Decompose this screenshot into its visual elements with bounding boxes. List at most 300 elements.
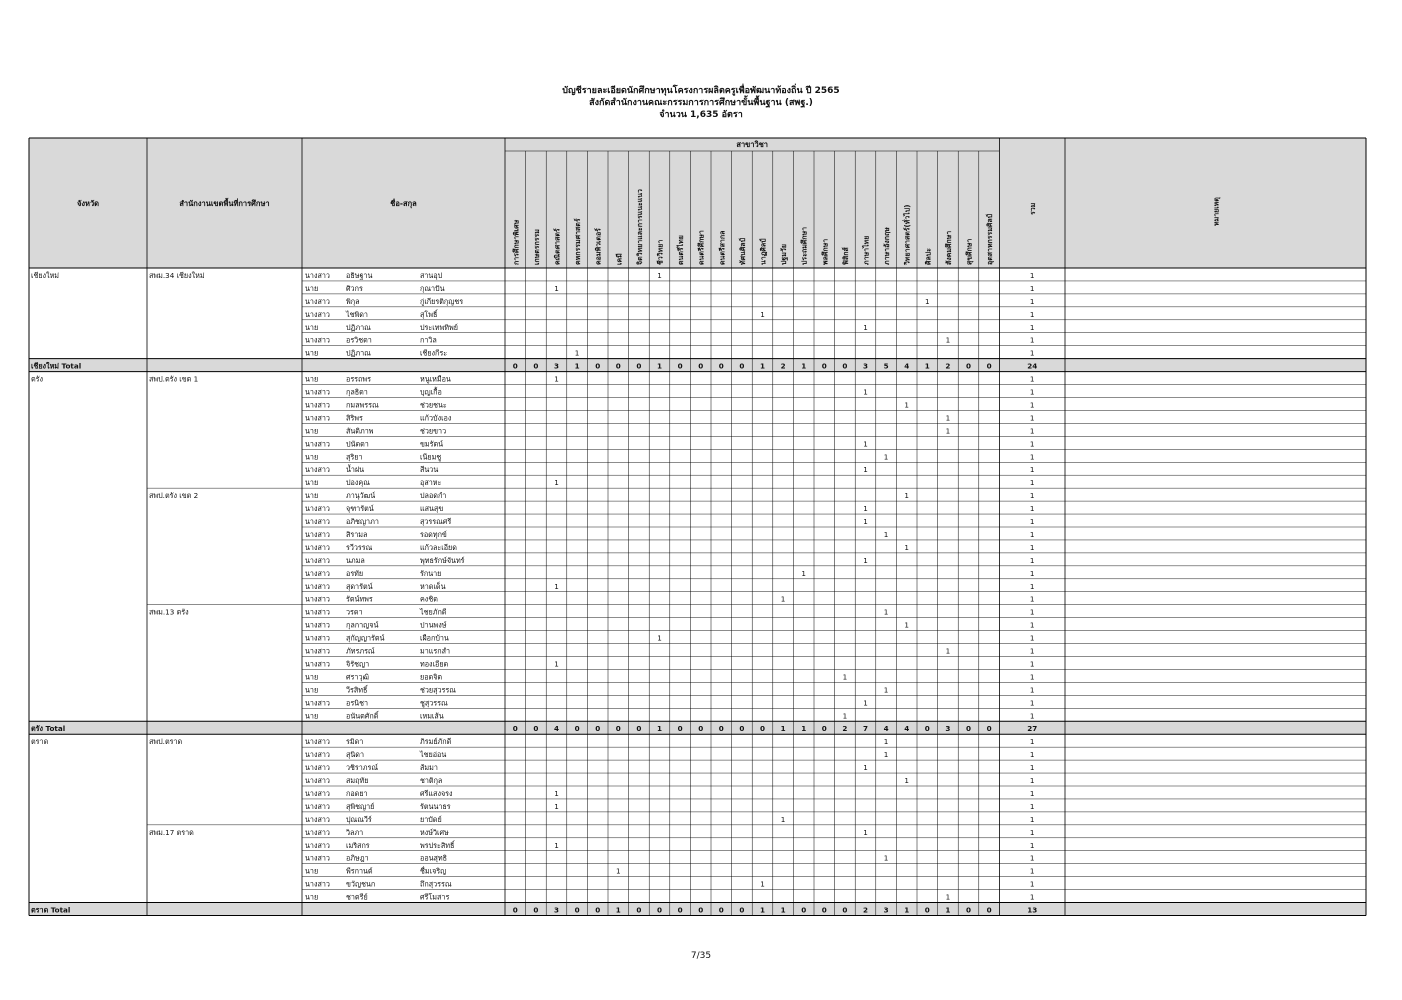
- total-count-cell: 0: [636, 724, 642, 734]
- subject-count-cell: 1: [554, 801, 559, 811]
- name-prefix-cell: นางสาว: [305, 296, 330, 306]
- total-count-cell: 3: [883, 905, 889, 915]
- row-total-cell: 1: [1029, 478, 1035, 488]
- last-name-cell: ช่วยชนะ: [420, 400, 447, 410]
- subject-count-cell: 1: [780, 814, 786, 824]
- row-total-cell: 1: [1029, 413, 1035, 423]
- row-total-cell: 1: [1029, 555, 1035, 565]
- subject-count-cell: 1: [904, 776, 909, 785]
- last-name-cell: ช่วยขาว: [420, 426, 447, 436]
- last-name-cell: ศรีแสงจรง: [420, 788, 453, 798]
- first-name-cell: น้ำฝน: [346, 465, 365, 475]
- document-quota: จำนวน 1,635 อัตรา: [659, 110, 743, 120]
- subject-count-cell: 1: [945, 646, 951, 656]
- first-name-cell: อธิษฐาน: [346, 270, 373, 280]
- total-count-cell: 0: [739, 361, 745, 371]
- total-count-cell: 0: [718, 905, 724, 915]
- name-prefix-cell: นางสาว: [305, 814, 330, 824]
- total-count-cell: 1: [759, 905, 766, 915]
- first-name-cell: ชาตรีย์: [346, 892, 368, 902]
- first-name-cell: อรทัย: [346, 568, 364, 578]
- subject-header-5: เคมี: [615, 253, 624, 265]
- row-total-cell: 1: [1029, 737, 1035, 747]
- office-cell: สพป.ตรัง เขต 1: [149, 374, 199, 384]
- row-total-cell: 1: [1029, 400, 1035, 410]
- subject-count-cell: 1: [780, 594, 786, 604]
- first-name-cell: พีรกานต์: [346, 866, 373, 876]
- total-count-cell: 3: [553, 905, 560, 915]
- last-name-cell: ถึกสุวรรณ: [420, 879, 452, 889]
- name-prefix-cell: นางสาว: [305, 633, 330, 643]
- name-prefix-cell: นางสาว: [305, 620, 330, 630]
- name-prefix-cell: นาย: [305, 491, 319, 501]
- col-header-office: สำนักงานเขตพื้นที่การศึกษา: [179, 199, 270, 208]
- subject-count-cell: 1: [863, 387, 868, 397]
- total-count-cell: 3: [553, 361, 560, 371]
- last-name-cell: แก้วละเอียด: [420, 542, 457, 552]
- name-prefix-cell: นางสาว: [305, 335, 330, 345]
- first-name-cell: วชิราภรณ์: [346, 763, 379, 773]
- total-count-cell: 0: [842, 361, 848, 371]
- last-name-cell: สุโพธิ์: [420, 309, 438, 319]
- first-name-cell: นภมล: [346, 555, 365, 565]
- row-total-cell: 1: [1029, 529, 1035, 539]
- col-header-province: จังหวัด: [76, 199, 100, 208]
- total-sum-cell: 24: [1027, 361, 1038, 371]
- total-count-cell: 0: [656, 905, 663, 915]
- last-name-cell: หนูเหมือน: [420, 374, 451, 384]
- subject-count-cell: 1: [904, 491, 909, 501]
- first-name-cell: ศิวกร: [346, 283, 363, 293]
- name-prefix-cell: นางสาว: [305, 853, 330, 863]
- total-sum-cell: 27: [1027, 724, 1038, 734]
- last-name-cell: ทองเอียด: [420, 659, 449, 669]
- total-count-cell: 2: [780, 361, 786, 371]
- first-name-cell: ปนัดดา: [346, 439, 369, 449]
- last-name-cell: ปานพงษ์: [420, 620, 447, 630]
- subject-count-cell: 1: [574, 348, 580, 358]
- first-name-cell: สมฤทัย: [346, 776, 369, 785]
- total-count-cell: 0: [595, 361, 601, 371]
- row-total-cell: 1: [1029, 309, 1035, 319]
- row-total-cell: 1: [1029, 348, 1035, 358]
- row-total-cell: 1: [1029, 335, 1035, 345]
- subject-header-1: เกษตรกรรม: [532, 229, 541, 265]
- last-name-cell: รอดทุกข์: [420, 529, 447, 539]
- subject-count-cell: 1: [801, 568, 806, 578]
- subject-count-cell: 1: [904, 400, 909, 410]
- row-total-cell: 1: [1029, 879, 1035, 889]
- last-name-cell: ปลอดกำ: [420, 491, 447, 501]
- total-count-cell: 0: [615, 724, 621, 734]
- first-name-cell: สุริยา: [346, 452, 363, 462]
- subject-header-13: ปฐมวัย: [780, 244, 789, 265]
- document-subtitle: สังกัดสำนักงานคณะกรรมการการศึกษาขั้นพื้นฐาน (สพฐ.): [589, 98, 813, 108]
- row-total-cell: 1: [1029, 672, 1035, 682]
- row-total-cell: 1: [1029, 853, 1035, 863]
- subject-count-cell: 1: [883, 750, 889, 760]
- row-total-cell: 1: [1029, 801, 1035, 811]
- subject-count-cell: 1: [945, 892, 951, 902]
- row-total-cell: 1: [1029, 866, 1035, 876]
- total-count-cell: 1: [574, 361, 580, 371]
- total-count-cell: 0: [574, 905, 580, 915]
- subject-count-cell: 1: [554, 374, 559, 384]
- row-total-cell: 1: [1029, 322, 1035, 332]
- last-name-cell: คงชิด: [420, 594, 438, 604]
- first-name-cell: อรวิชดา: [346, 335, 372, 345]
- total-count-cell: 0: [965, 361, 972, 371]
- name-prefix-cell: นาย: [305, 452, 319, 462]
- first-name-cell: จิรัชญา: [346, 659, 370, 669]
- office-cell: สพม.17 ตราด: [149, 827, 194, 837]
- name-prefix-cell: นางสาว: [305, 763, 330, 773]
- last-name-cell: ช่วยสุวรรณ: [420, 685, 456, 695]
- subject-count-cell: 1: [657, 633, 662, 643]
- total-count-cell: 0: [801, 905, 807, 915]
- first-name-cell: กุลธิดา: [346, 387, 368, 397]
- name-prefix-cell: นางสาว: [305, 840, 330, 850]
- total-count-cell: 0: [821, 724, 827, 734]
- total-count-cell: 0: [595, 724, 601, 734]
- last-name-cell: ยาบัดย์: [420, 814, 442, 824]
- col-header-remark: หมายเหตุ: [1212, 197, 1221, 226]
- name-prefix-cell: นางสาว: [305, 387, 330, 397]
- page-number: 7/35: [690, 951, 712, 961]
- total-count-cell: 0: [759, 724, 766, 734]
- office-cell: สพม.13 ตรัง: [149, 607, 189, 617]
- last-name-cell: ศรีโมสาร: [420, 892, 450, 902]
- name-prefix-cell: นางสาว: [305, 698, 330, 708]
- name-prefix-cell: นางสาว: [305, 801, 330, 811]
- name-prefix-cell: นางสาว: [305, 413, 330, 423]
- subject-count-cell: 1: [760, 879, 765, 889]
- row-total-cell: 1: [1029, 607, 1035, 617]
- subject-count-cell: 1: [883, 452, 889, 462]
- office-cell: สพม.34 เชียงใหม่: [149, 270, 205, 280]
- last-name-cell: กาวิล: [420, 335, 437, 345]
- row-total-cell: 1: [1029, 776, 1035, 785]
- name-prefix-cell: นาย: [305, 685, 319, 695]
- name-prefix-cell: นาย: [305, 322, 319, 332]
- last-name-cell: ส้มมา: [420, 763, 438, 773]
- row-total-cell: 1: [1029, 827, 1035, 837]
- first-name-cell: ปุณณวีร์: [346, 814, 372, 824]
- total-row-label: เชียงใหม่ Total: [31, 361, 82, 371]
- name-prefix-cell: นาย: [305, 283, 319, 293]
- subject-header-17: ภาษาไทย: [862, 235, 871, 265]
- total-count-cell: 4: [553, 724, 560, 734]
- row-total-cell: 1: [1029, 452, 1035, 462]
- total-count-cell: 4: [904, 361, 910, 371]
- row-total-cell: 1: [1029, 374, 1035, 384]
- total-count-cell: 0: [924, 724, 930, 734]
- total-count-cell: 0: [821, 361, 827, 371]
- subject-count-cell: 1: [863, 504, 868, 514]
- first-name-cell: ภานุวัฒน์: [346, 491, 376, 501]
- row-total-cell: 1: [1029, 491, 1035, 501]
- name-prefix-cell: นางสาว: [305, 309, 330, 319]
- last-name-cell: รัตนนาธร: [420, 801, 451, 811]
- name-prefix-cell: นางสาว: [305, 776, 330, 785]
- subject-count-cell: 1: [863, 517, 868, 526]
- subject-count-cell: 1: [883, 853, 889, 863]
- row-total-cell: 1: [1029, 296, 1035, 306]
- total-count-cell: 0: [636, 905, 642, 915]
- last-name-cell: ยอดจิต: [420, 672, 443, 682]
- last-name-cell: อุสาหะ: [420, 478, 442, 488]
- subject-header-18: ภาษาอังกฤษ: [883, 227, 892, 265]
- row-total-cell: 1: [1029, 814, 1035, 824]
- name-prefix-cell: นางสาว: [305, 737, 330, 747]
- first-name-cell: สุดารัตน์: [346, 581, 373, 591]
- total-count-cell: 0: [965, 905, 972, 915]
- name-prefix-cell: นางสาว: [305, 517, 330, 526]
- row-total-cell: 1: [1029, 633, 1035, 643]
- row-total-cell: 1: [1029, 788, 1035, 798]
- subject-header-7: ชีววิทยา: [656, 239, 665, 265]
- subject-count-cell: 1: [554, 840, 559, 850]
- subject-count-cell: 1: [904, 620, 909, 630]
- last-name-cell: สุวรรณศรี: [420, 517, 452, 526]
- total-count-cell: 0: [512, 905, 518, 915]
- province-cell: เชียงใหม่: [31, 270, 60, 280]
- row-total-cell: 1: [1029, 698, 1035, 708]
- total-count-cell: 1: [656, 724, 663, 734]
- last-name-cell: สานอุป: [420, 270, 443, 280]
- name-prefix-cell: นาย: [305, 711, 319, 721]
- last-name-cell: กู่เกียรติกุญชร: [420, 296, 464, 306]
- first-name-cell: รวีวรรณ: [346, 542, 373, 552]
- first-name-cell: กอดยา: [346, 788, 368, 798]
- first-name-cell: วีรสิทธิ์: [346, 685, 368, 695]
- last-name-cell: หงษ์วิเศษ: [420, 827, 449, 837]
- name-prefix-cell: นางสาว: [305, 400, 330, 410]
- first-name-cell: สิรามล: [346, 529, 368, 539]
- last-name-cell: ชูสุวรรณ: [420, 698, 448, 708]
- row-total-cell: 1: [1029, 504, 1035, 514]
- name-prefix-cell: นางสาว: [305, 529, 330, 539]
- first-name-cell: วิลภา: [346, 827, 364, 837]
- name-prefix-cell: นาย: [305, 478, 319, 488]
- total-count-cell: 0: [698, 724, 704, 734]
- row-total-cell: 1: [1029, 439, 1035, 449]
- last-name-cell: กุณาปัน: [420, 283, 445, 293]
- subject-count-cell: 1: [554, 581, 559, 591]
- first-name-cell: สุพิชญาย์: [346, 801, 375, 811]
- row-total-cell: 1: [1029, 711, 1035, 721]
- last-name-cell: หาดเด็น: [420, 581, 446, 591]
- row-total-cell: 1: [1029, 659, 1035, 669]
- first-name-cell: สันติภาพ: [346, 426, 374, 436]
- total-count-cell: 0: [739, 724, 745, 734]
- subject-count-cell: 1: [554, 659, 559, 669]
- subject-count-cell: 1: [657, 270, 662, 280]
- row-total-cell: 1: [1029, 283, 1035, 293]
- subject-header-19: วิทยาศาสตร์(ทั่วไป): [903, 204, 912, 265]
- total-count-cell: 0: [842, 905, 848, 915]
- total-count-cell: 0: [595, 905, 601, 915]
- province-cell: ตรัง: [31, 374, 44, 384]
- name-prefix-cell: นางสาว: [305, 465, 330, 475]
- first-name-cell: วรดา: [346, 607, 363, 617]
- name-prefix-cell: นางสาว: [305, 646, 330, 656]
- total-count-cell: 0: [698, 361, 704, 371]
- subject-count-cell: 1: [863, 698, 868, 708]
- province-cell: ตราด: [31, 737, 49, 747]
- name-prefix-cell: นาย: [305, 672, 319, 682]
- last-name-cell: พรประสิทธิ์: [420, 840, 455, 850]
- total-count-cell: 1: [904, 905, 910, 915]
- row-total-cell: 1: [1029, 517, 1035, 526]
- subject-header-10: ดนตรีสากล: [718, 230, 727, 265]
- name-prefix-cell: นางสาว: [305, 788, 330, 798]
- first-name-cell: ขวัญชนก: [346, 879, 376, 889]
- last-name-cell: ไชยอ่อน: [420, 750, 447, 760]
- first-name-cell: อภิษฎา: [346, 853, 369, 863]
- name-prefix-cell: นาย: [305, 892, 319, 902]
- first-name-cell: สิริพร: [346, 413, 363, 423]
- total-count-cell: 1: [801, 724, 807, 734]
- row-total-cell: 1: [1029, 594, 1035, 604]
- subject-count-cell: 1: [863, 827, 868, 837]
- total-count-cell: 1: [780, 724, 786, 734]
- last-name-cell: ชื่มเจริญ: [420, 866, 447, 876]
- total-count-cell: 0: [533, 905, 539, 915]
- subject-count-cell: 1: [554, 788, 559, 798]
- first-name-cell: รัตน์ทพร: [346, 594, 373, 604]
- subject-count-cell: 1: [945, 413, 951, 423]
- total-count-cell: 5: [883, 361, 889, 371]
- row-total-cell: 1: [1029, 426, 1035, 436]
- subject-count-cell: 1: [863, 439, 868, 449]
- first-name-cell: ไชพิดา: [346, 309, 368, 319]
- row-total-cell: 1: [1029, 892, 1035, 902]
- last-name-cell: เนียมชู: [420, 452, 442, 462]
- first-name-cell: กุลกาญจน์: [346, 620, 379, 630]
- subject-header-0: การศึกษาพิเศษ: [512, 219, 521, 265]
- total-count-cell: 0: [677, 724, 683, 734]
- total-sum-cell: 13: [1027, 905, 1038, 915]
- total-count-cell: 4: [883, 724, 889, 734]
- subject-header-8: ดนตรีไทย: [677, 235, 686, 265]
- total-count-cell: 0: [533, 724, 539, 734]
- first-name-cell: รมิดา: [346, 737, 364, 747]
- name-prefix-cell: นาย: [305, 348, 319, 358]
- total-count-cell: 4: [904, 724, 910, 734]
- total-count-cell: 1: [801, 361, 807, 371]
- subject-header-9: ดนตรีศึกษา: [697, 230, 706, 265]
- name-prefix-cell: นางสาว: [305, 504, 330, 514]
- total-count-cell: 2: [945, 361, 951, 371]
- first-name-cell: สุกัญญารัตน์: [346, 633, 385, 643]
- subject-count-cell: 1: [863, 555, 868, 565]
- last-name-cell: ประเทพทิพย์: [420, 322, 458, 332]
- total-count-cell: 0: [677, 905, 683, 915]
- subject-count-cell: 1: [554, 478, 559, 488]
- row-total-cell: 1: [1029, 750, 1035, 760]
- col-header-subject-group: สาขาวิชา: [736, 140, 769, 149]
- row-total-cell: 1: [1029, 685, 1035, 695]
- last-name-cell: เผือกบ้าน: [420, 633, 449, 643]
- subject-header-15: พลศึกษา: [821, 238, 830, 265]
- total-count-cell: 1: [924, 361, 930, 371]
- name-prefix-cell: นางสาว: [305, 555, 330, 565]
- total-count-cell: 0: [698, 905, 704, 915]
- subject-header-23: อุตสาหกรรมศิลป์: [986, 213, 995, 265]
- last-name-cell: ไชยภักดี: [420, 607, 447, 617]
- subject-count-cell: 1: [925, 296, 930, 306]
- subject-header-20: ศิลปะ: [924, 248, 933, 265]
- row-total-cell: 1: [1029, 763, 1035, 773]
- total-count-cell: 1: [656, 361, 663, 371]
- first-name-cell: อรนิชา: [346, 698, 369, 708]
- subject-count-cell: 1: [883, 607, 889, 617]
- first-name-cell: ปฏิภาณ: [346, 348, 371, 358]
- total-count-cell: 0: [636, 361, 642, 371]
- subject-count-cell: 1: [863, 322, 868, 332]
- last-name-cell: เหมเส้น: [420, 711, 444, 721]
- subject-count-cell: 1: [883, 685, 889, 695]
- name-prefix-cell: นางสาว: [305, 827, 330, 837]
- last-name-cell: บุญเกื้อ: [420, 387, 442, 397]
- last-name-cell: ขมรัตน์: [420, 439, 444, 449]
- total-count-cell: 1: [615, 905, 621, 915]
- first-name-cell: เมริสกร: [346, 840, 370, 850]
- row-total-cell: 1: [1029, 840, 1035, 850]
- total-count-cell: 0: [533, 361, 539, 371]
- last-name-cell: สีนวน: [420, 465, 439, 475]
- subject-header-4: คอมพิวเตอร์: [594, 228, 603, 265]
- name-prefix-cell: นางสาว: [305, 270, 330, 280]
- col-header-name: ชื่อ-สกุล: [390, 199, 417, 208]
- subject-header-2: คณิตศาสตร์: [553, 228, 562, 265]
- subject-count-cell: 1: [945, 426, 951, 436]
- total-count-cell: 3: [862, 361, 869, 371]
- name-prefix-cell: นาย: [305, 426, 319, 436]
- total-count-cell: 3: [945, 724, 951, 734]
- row-total-cell: 1: [1029, 581, 1035, 591]
- subject-count-cell: 1: [883, 737, 889, 747]
- name-prefix-cell: นางสาว: [305, 750, 330, 760]
- subject-count-cell: 1: [842, 672, 848, 682]
- row-total-cell: 1: [1029, 568, 1035, 578]
- total-count-cell: 0: [512, 361, 518, 371]
- total-count-cell: 0: [821, 905, 827, 915]
- subject-header-6: จิตวิทยาและการแนะแนว: [635, 189, 644, 265]
- first-name-cell: ภัทรภรณ์: [346, 646, 375, 656]
- col-header-total: รวม: [1029, 202, 1038, 215]
- first-name-cell: จุฑารัตน์: [346, 504, 374, 514]
- subject-header-16: ฟิสิกส์: [841, 247, 850, 265]
- total-row-label: ตรัง Total: [31, 724, 66, 734]
- first-name-cell: ปฏิภาณ: [346, 322, 371, 332]
- subject-count-cell: 1: [863, 465, 868, 475]
- last-name-cell: เชียงกีระ: [420, 348, 448, 358]
- last-name-cell: มาแรกสำ: [420, 646, 451, 656]
- name-prefix-cell: นางสาว: [305, 581, 330, 591]
- row-total-cell: 1: [1029, 465, 1035, 475]
- first-name-cell: กมลพรรณ: [346, 400, 379, 410]
- subject-header-12: นาฏศิลป์: [759, 238, 768, 265]
- office-cell: สพป.ตรัง เขต 2: [149, 491, 199, 501]
- total-count-cell: 0: [986, 905, 992, 915]
- last-name-cell: ชาติกุล: [420, 776, 443, 785]
- first-name-cell: อรรถพร: [346, 374, 371, 384]
- last-name-cell: แก้วบังเอง: [420, 413, 452, 423]
- total-count-cell: 1: [780, 905, 786, 915]
- row-total-cell: 1: [1029, 542, 1035, 552]
